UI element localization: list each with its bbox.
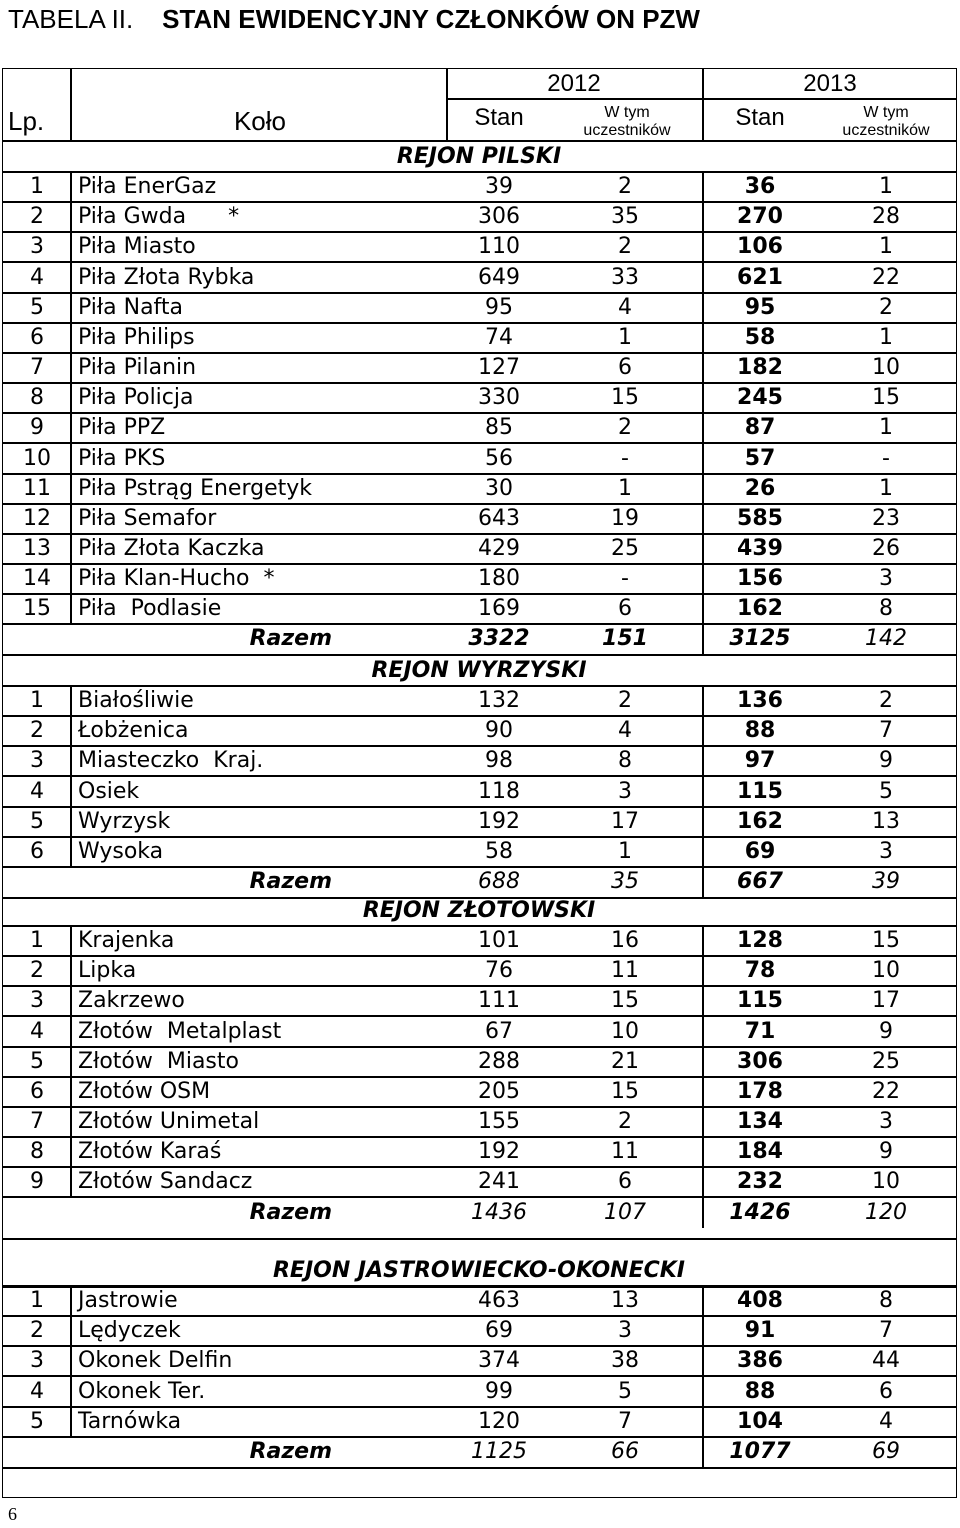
stan-2012: 192 (478, 1139, 520, 1164)
kolo-name: Wysoka (78, 839, 164, 864)
uczestnicy-2013: 25 (872, 1049, 900, 1074)
stan-2013: 136 (737, 688, 783, 713)
row-number: 7 (30, 355, 44, 380)
uczestnicy-2013: 8 (879, 596, 893, 621)
kolo-name: Okonek Delfin (78, 1348, 233, 1373)
uczestnicy-2013: 17 (872, 988, 900, 1013)
uczestnicy-2012: 2 (618, 174, 632, 199)
stan-2013: 128 (737, 928, 783, 953)
row-number: 3 (30, 748, 44, 773)
uczestnicy-2013: 1 (879, 234, 893, 259)
header-vline-2013 (702, 68, 704, 142)
kolo-name: Okonek Ter. (78, 1379, 206, 1404)
kolo-name: Piła Złota Rybka (78, 265, 255, 290)
total-uczestnicy-2013: 39 (872, 869, 900, 894)
uczestnicy-2013: 1 (879, 476, 893, 501)
stan-2012: 643 (478, 506, 520, 531)
stan-2012: 132 (478, 688, 520, 713)
row-number: 9 (30, 1169, 44, 1194)
stan-2013: 162 (737, 596, 783, 621)
total-stan-2012: 1436 (471, 1200, 527, 1225)
vline-2013 (702, 172, 704, 654)
row-number: 14 (23, 566, 51, 591)
stan-2012: 241 (478, 1169, 520, 1194)
stan-2013: 585 (737, 506, 783, 531)
total-uczestnicy-2012: 66 (611, 1439, 639, 1464)
kolo-name: Złotów Karaś (78, 1139, 222, 1164)
header-year-2012: 2012 (547, 70, 601, 97)
uczestnicy-2013: 10 (872, 355, 900, 380)
uczestnicy-2012: 15 (611, 988, 639, 1013)
stan-2012: 76 (485, 958, 513, 983)
stan-2013: 69 (744, 839, 776, 864)
uczestnicy-2013: 23 (872, 506, 900, 531)
stan-2013: 306 (737, 1049, 783, 1074)
uczestnicy-2013: 44 (872, 1348, 900, 1373)
stan-2012: 69 (485, 1318, 513, 1343)
stan-2013: 71 (744, 1019, 776, 1044)
row-number: 3 (30, 234, 44, 259)
uczestnicy-2013: 3 (879, 1109, 893, 1134)
vline-2013 (702, 926, 704, 1228)
uczestnicy-2013: 15 (872, 928, 900, 953)
vline-lp (70, 1286, 72, 1437)
kolo-name: Lipka (78, 958, 137, 983)
uczestnicy-2013: 28 (872, 204, 900, 229)
kolo-name: Piła Miasto (78, 234, 196, 259)
section-divider (2, 1467, 957, 1469)
kolo-name: Piła Złota Kaczka (78, 536, 265, 561)
region-heading: REJON PILSKI (396, 144, 562, 169)
uczestnicy-2012: 17 (611, 809, 639, 834)
stan-2013: 270 (737, 204, 783, 229)
header-kolo: Koło (233, 106, 287, 136)
row-number: 13 (23, 536, 51, 561)
row-number: 3 (30, 988, 44, 1013)
row-number: 8 (30, 1139, 44, 1164)
uczestnicy-2012: 3 (618, 779, 632, 804)
stan-2012: 118 (478, 779, 520, 804)
row-number: 5 (30, 809, 44, 834)
row-number: 6 (30, 1079, 44, 1104)
vline-lp (70, 926, 72, 1198)
kolo-name: Złotów Miasto (78, 1049, 239, 1074)
uczestnicy-2012: 6 (618, 1169, 632, 1194)
row-number: 2 (30, 1318, 44, 1343)
total-label: Razem (249, 1200, 332, 1225)
uczestnicy-2012: 8 (618, 748, 632, 773)
total-stan-2013: 1426 (729, 1200, 791, 1225)
kolo-name: Piła Pilanin (78, 355, 197, 380)
uczestnicy-2012: 19 (611, 506, 639, 531)
region-heading: REJON JASTROWIECKO-OKONECKI (272, 1258, 685, 1283)
uczestnicy-2012: 2 (618, 1109, 632, 1134)
stan-2012: 110 (478, 234, 520, 259)
uczestnicy-2013: 1 (879, 325, 893, 350)
kolo-name: Złotów Sandacz (78, 1169, 253, 1194)
stan-2012: 120 (478, 1409, 520, 1434)
header-wtym-line1: W tym (863, 104, 909, 121)
uczestnicy-2013: 1 (879, 174, 893, 199)
row-number: 4 (30, 779, 44, 804)
kolo-name: Złotów Metalplast (78, 1019, 282, 1044)
row-number: 1 (30, 688, 44, 713)
stan-2012: 169 (478, 596, 520, 621)
header-wtym-2012 (552, 104, 702, 140)
kolo-name: Białośliwie (78, 688, 194, 713)
uczestnicy-2013: 10 (872, 1169, 900, 1194)
stan-2012: 330 (478, 385, 520, 410)
uczestnicy-2013: 13 (872, 809, 900, 834)
uczestnicy-2012: 6 (618, 355, 632, 380)
stan-2013: 88 (744, 1379, 776, 1404)
stan-2013: 57 (744, 446, 776, 471)
uczestnicy-2012: 5 (618, 1379, 632, 1404)
uczestnicy-2013: 1 (879, 415, 893, 440)
total-label: Razem (249, 626, 332, 651)
total-label: Razem (249, 869, 332, 894)
row-number: 6 (30, 839, 44, 864)
row-number: 1 (30, 1288, 44, 1313)
kolo-name: Jastrowie (78, 1288, 178, 1313)
kolo-name: Zakrzewo (78, 988, 185, 1013)
stan-2012: 649 (478, 265, 520, 290)
kolo-name: Osiek (78, 779, 140, 804)
stan-2013: 95 (744, 295, 776, 320)
uczestnicy-2012: 4 (618, 718, 632, 743)
uczestnicy-2012: 10 (611, 1019, 639, 1044)
uczestnicy-2013: 7 (879, 1318, 893, 1343)
uczestnicy-2013: 26 (872, 536, 900, 561)
row-number: 8 (30, 385, 44, 410)
uczestnicy-2012: 1 (618, 839, 632, 864)
stan-2013: 134 (737, 1109, 783, 1134)
stan-2012: 288 (478, 1049, 520, 1074)
uczestnicy-2012: 2 (618, 415, 632, 440)
row-number: 5 (30, 1049, 44, 1074)
stan-2013: 621 (737, 265, 783, 290)
row-number: 5 (30, 295, 44, 320)
kolo-name: Piła Podlasie (78, 596, 222, 621)
uczestnicy-2013: 6 (879, 1379, 893, 1404)
kolo-name: Piła Gwda * (78, 204, 240, 229)
uczestnicy-2013: 22 (872, 1079, 900, 1104)
kolo-name: Tarnówka (78, 1409, 182, 1434)
header-vline-2012 (446, 68, 448, 142)
stan-2012: 98 (485, 748, 513, 773)
stan-2012: 111 (478, 988, 520, 1013)
stan-2013: 87 (744, 415, 776, 440)
uczestnicy-2013: 3 (879, 839, 893, 864)
region-heading: REJON ZŁOTOWSKI (362, 898, 596, 923)
kolo-name: Złotów OSM (78, 1079, 211, 1104)
uczestnicy-2012: 21 (611, 1049, 639, 1074)
total-uczestnicy-2013: 120 (865, 1200, 907, 1225)
row-number: 2 (30, 204, 44, 229)
total-stan-2013: 1077 (729, 1439, 791, 1464)
uczestnicy-2013: 8 (879, 1288, 893, 1313)
kolo-name: Piła EnerGaz (78, 174, 217, 199)
header-divider (446, 98, 956, 100)
header-stan-2012: Stan (474, 104, 524, 131)
total-uczestnicy-2013: 142 (865, 626, 907, 651)
uczestnicy-2012: 7 (618, 1409, 632, 1434)
table-number: TABELA II. (8, 4, 134, 34)
stan-2012: 67 (485, 1019, 513, 1044)
kolo-name: Łobżenica (78, 718, 189, 743)
total-stan-2013: 667 (737, 869, 783, 894)
stan-2012: 30 (485, 476, 513, 501)
region4-top (2, 1286, 957, 1288)
document-title (8, 4, 700, 35)
uczestnicy-2013: 7 (879, 718, 893, 743)
uczestnicy-2012: 35 (611, 204, 639, 229)
stan-2013: 106 (737, 234, 783, 259)
stan-2012: 90 (485, 718, 513, 743)
row-number: 4 (30, 265, 44, 290)
stan-2013: 58 (744, 325, 776, 350)
row-number: 10 (23, 446, 51, 471)
total-stan-2012: 3322 (468, 626, 530, 651)
uczestnicy-2012: 1 (618, 476, 632, 501)
header-wtym-line2: uczestników (583, 122, 671, 139)
kolo-name: Krajenka (78, 928, 175, 953)
row-number: 9 (30, 415, 44, 440)
header-vline-lp (70, 68, 72, 142)
stan-2013: 91 (744, 1318, 776, 1343)
row-number: 2 (30, 718, 44, 743)
row-number: 5 (30, 1409, 44, 1434)
row-number: 4 (30, 1379, 44, 1404)
uczestnicy-2013: 2 (879, 688, 893, 713)
kolo-name: Piła Policja (78, 385, 194, 410)
stan-2012: 306 (478, 204, 520, 229)
uczestnicy-2012: 16 (611, 928, 639, 953)
kolo-name: Piła Philips (78, 325, 195, 350)
stan-2013: 184 (737, 1139, 783, 1164)
kolo-name: Piła PKS (78, 446, 166, 471)
total-uczestnicy-2012: 35 (611, 869, 639, 894)
uczestnicy-2012: - (621, 566, 629, 591)
stan-2013: 156 (737, 566, 783, 591)
stan-2013: 97 (744, 748, 776, 773)
uczestnicy-2013: 10 (872, 958, 900, 983)
stan-2013: 26 (744, 476, 776, 501)
stan-2013: 408 (737, 1288, 783, 1313)
stan-2013: 115 (737, 779, 783, 804)
uczestnicy-2012: 6 (618, 596, 632, 621)
stan-2012: 85 (485, 415, 513, 440)
header-stan-2013: Stan (735, 104, 785, 131)
stan-2012: 58 (485, 839, 513, 864)
stan-2013: 245 (737, 385, 783, 410)
stan-2012: 56 (485, 446, 513, 471)
stan-2013: 88 (744, 718, 776, 743)
stan-2013: 78 (744, 958, 776, 983)
row-number: 2 (30, 958, 44, 983)
uczestnicy-2012: 11 (611, 1139, 639, 1164)
uczestnicy-2012: 1 (618, 325, 632, 350)
stan-2013: 104 (737, 1409, 783, 1434)
uczestnicy-2013: 3 (879, 566, 893, 591)
uczestnicy-2012: 2 (618, 234, 632, 259)
total-uczestnicy-2012: 151 (602, 626, 648, 651)
table-title: STAN EWIDENCYJNY CZŁONKÓW ON PZW (162, 4, 700, 34)
row-number: 3 (30, 1348, 44, 1373)
total-stan-2012: 688 (478, 869, 520, 894)
section-divider (2, 1238, 957, 1240)
stan-2013: 182 (737, 355, 783, 380)
header-lp: Lp. (8, 106, 45, 136)
kolo-name: Piła Semafor (78, 506, 217, 531)
stan-2013: 386 (737, 1348, 783, 1373)
stan-2012: 127 (478, 355, 520, 380)
stan-2012: 74 (485, 325, 513, 350)
total-uczestnicy-2013: 69 (872, 1439, 900, 1464)
total-stan-2012: 1125 (471, 1439, 527, 1464)
page-number: 6 (8, 1504, 17, 1524)
stan-2013: 178 (737, 1079, 783, 1104)
row-number: 15 (23, 596, 51, 621)
stan-2012: 39 (485, 174, 513, 199)
stan-2012: 429 (478, 536, 520, 561)
header-year-2013: 2013 (803, 70, 857, 97)
vline-2013 (702, 686, 704, 897)
kolo-name: Wyrzysk (78, 809, 171, 834)
uczestnicy-2012: 15 (611, 385, 639, 410)
uczestnicy-2013: 2 (879, 295, 893, 320)
stan-2012: 192 (478, 809, 520, 834)
row-number: 4 (30, 1019, 44, 1044)
stan-2012: 101 (478, 928, 520, 953)
total-label: Razem (249, 1439, 332, 1464)
region-heading: REJON WYRZYSKI (371, 658, 587, 683)
stan-2012: 95 (485, 295, 513, 320)
stan-2012: 205 (478, 1079, 520, 1104)
vline-lp (70, 686, 72, 867)
stan-2013: 439 (737, 536, 783, 561)
stan-2012: 155 (478, 1109, 520, 1134)
uczestnicy-2012: 33 (611, 265, 639, 290)
uczestnicy-2012: 15 (611, 1079, 639, 1104)
uczestnicy-2013: 9 (879, 748, 893, 773)
header-wtym-2013 (816, 104, 956, 140)
row-number: 12 (23, 506, 51, 531)
kolo-name: Miasteczko Kraj. (78, 748, 264, 773)
kolo-name: Piła Pstrąg Energetyk (78, 476, 312, 501)
row-number: 1 (30, 174, 44, 199)
stan-2012: 180 (478, 566, 520, 591)
uczestnicy-2012: - (621, 446, 629, 471)
stan-2013: 232 (737, 1169, 783, 1194)
kolo-name: Piła PPZ (78, 415, 166, 440)
stan-2012: 463 (478, 1288, 520, 1313)
uczestnicy-2013: - (882, 446, 890, 471)
uczestnicy-2013: 22 (872, 265, 900, 290)
row-number: 6 (30, 325, 44, 350)
uczestnicy-2012: 13 (611, 1288, 639, 1313)
stan-2013: 36 (744, 174, 776, 199)
stan-2012: 99 (485, 1379, 513, 1404)
uczestnicy-2013: 4 (879, 1409, 893, 1434)
stan-2013: 162 (737, 809, 783, 834)
row-number: 1 (30, 928, 44, 953)
header-wtym-line2: uczestników (842, 122, 930, 139)
row-number: 7 (30, 1109, 44, 1134)
uczestnicy-2013: 9 (879, 1139, 893, 1164)
header-wtym-line1: W tym (604, 104, 650, 121)
uczestnicy-2012: 3 (618, 1318, 632, 1343)
uczestnicy-2012: 4 (618, 295, 632, 320)
row-number: 11 (23, 476, 51, 501)
uczestnicy-2012: 38 (611, 1348, 639, 1373)
uczestnicy-2013: 9 (879, 1019, 893, 1044)
kolo-name: Piła Klan-Hucho * (78, 566, 275, 591)
kolo-name: Złotów Unimetal (78, 1109, 260, 1134)
uczestnicy-2013: 5 (879, 779, 893, 804)
uczestnicy-2013: 15 (872, 385, 900, 410)
stan-2012: 374 (478, 1348, 520, 1373)
uczestnicy-2012: 2 (618, 688, 632, 713)
vline-lp (70, 172, 72, 624)
total-uczestnicy-2012: 107 (604, 1200, 646, 1225)
kolo-name: Lędyczek (78, 1318, 181, 1343)
uczestnicy-2012: 11 (611, 958, 639, 983)
uczestnicy-2012: 25 (611, 536, 639, 561)
total-stan-2013: 3125 (729, 626, 791, 651)
kolo-name: Piła Nafta (78, 295, 184, 320)
stan-2013: 115 (737, 988, 783, 1013)
